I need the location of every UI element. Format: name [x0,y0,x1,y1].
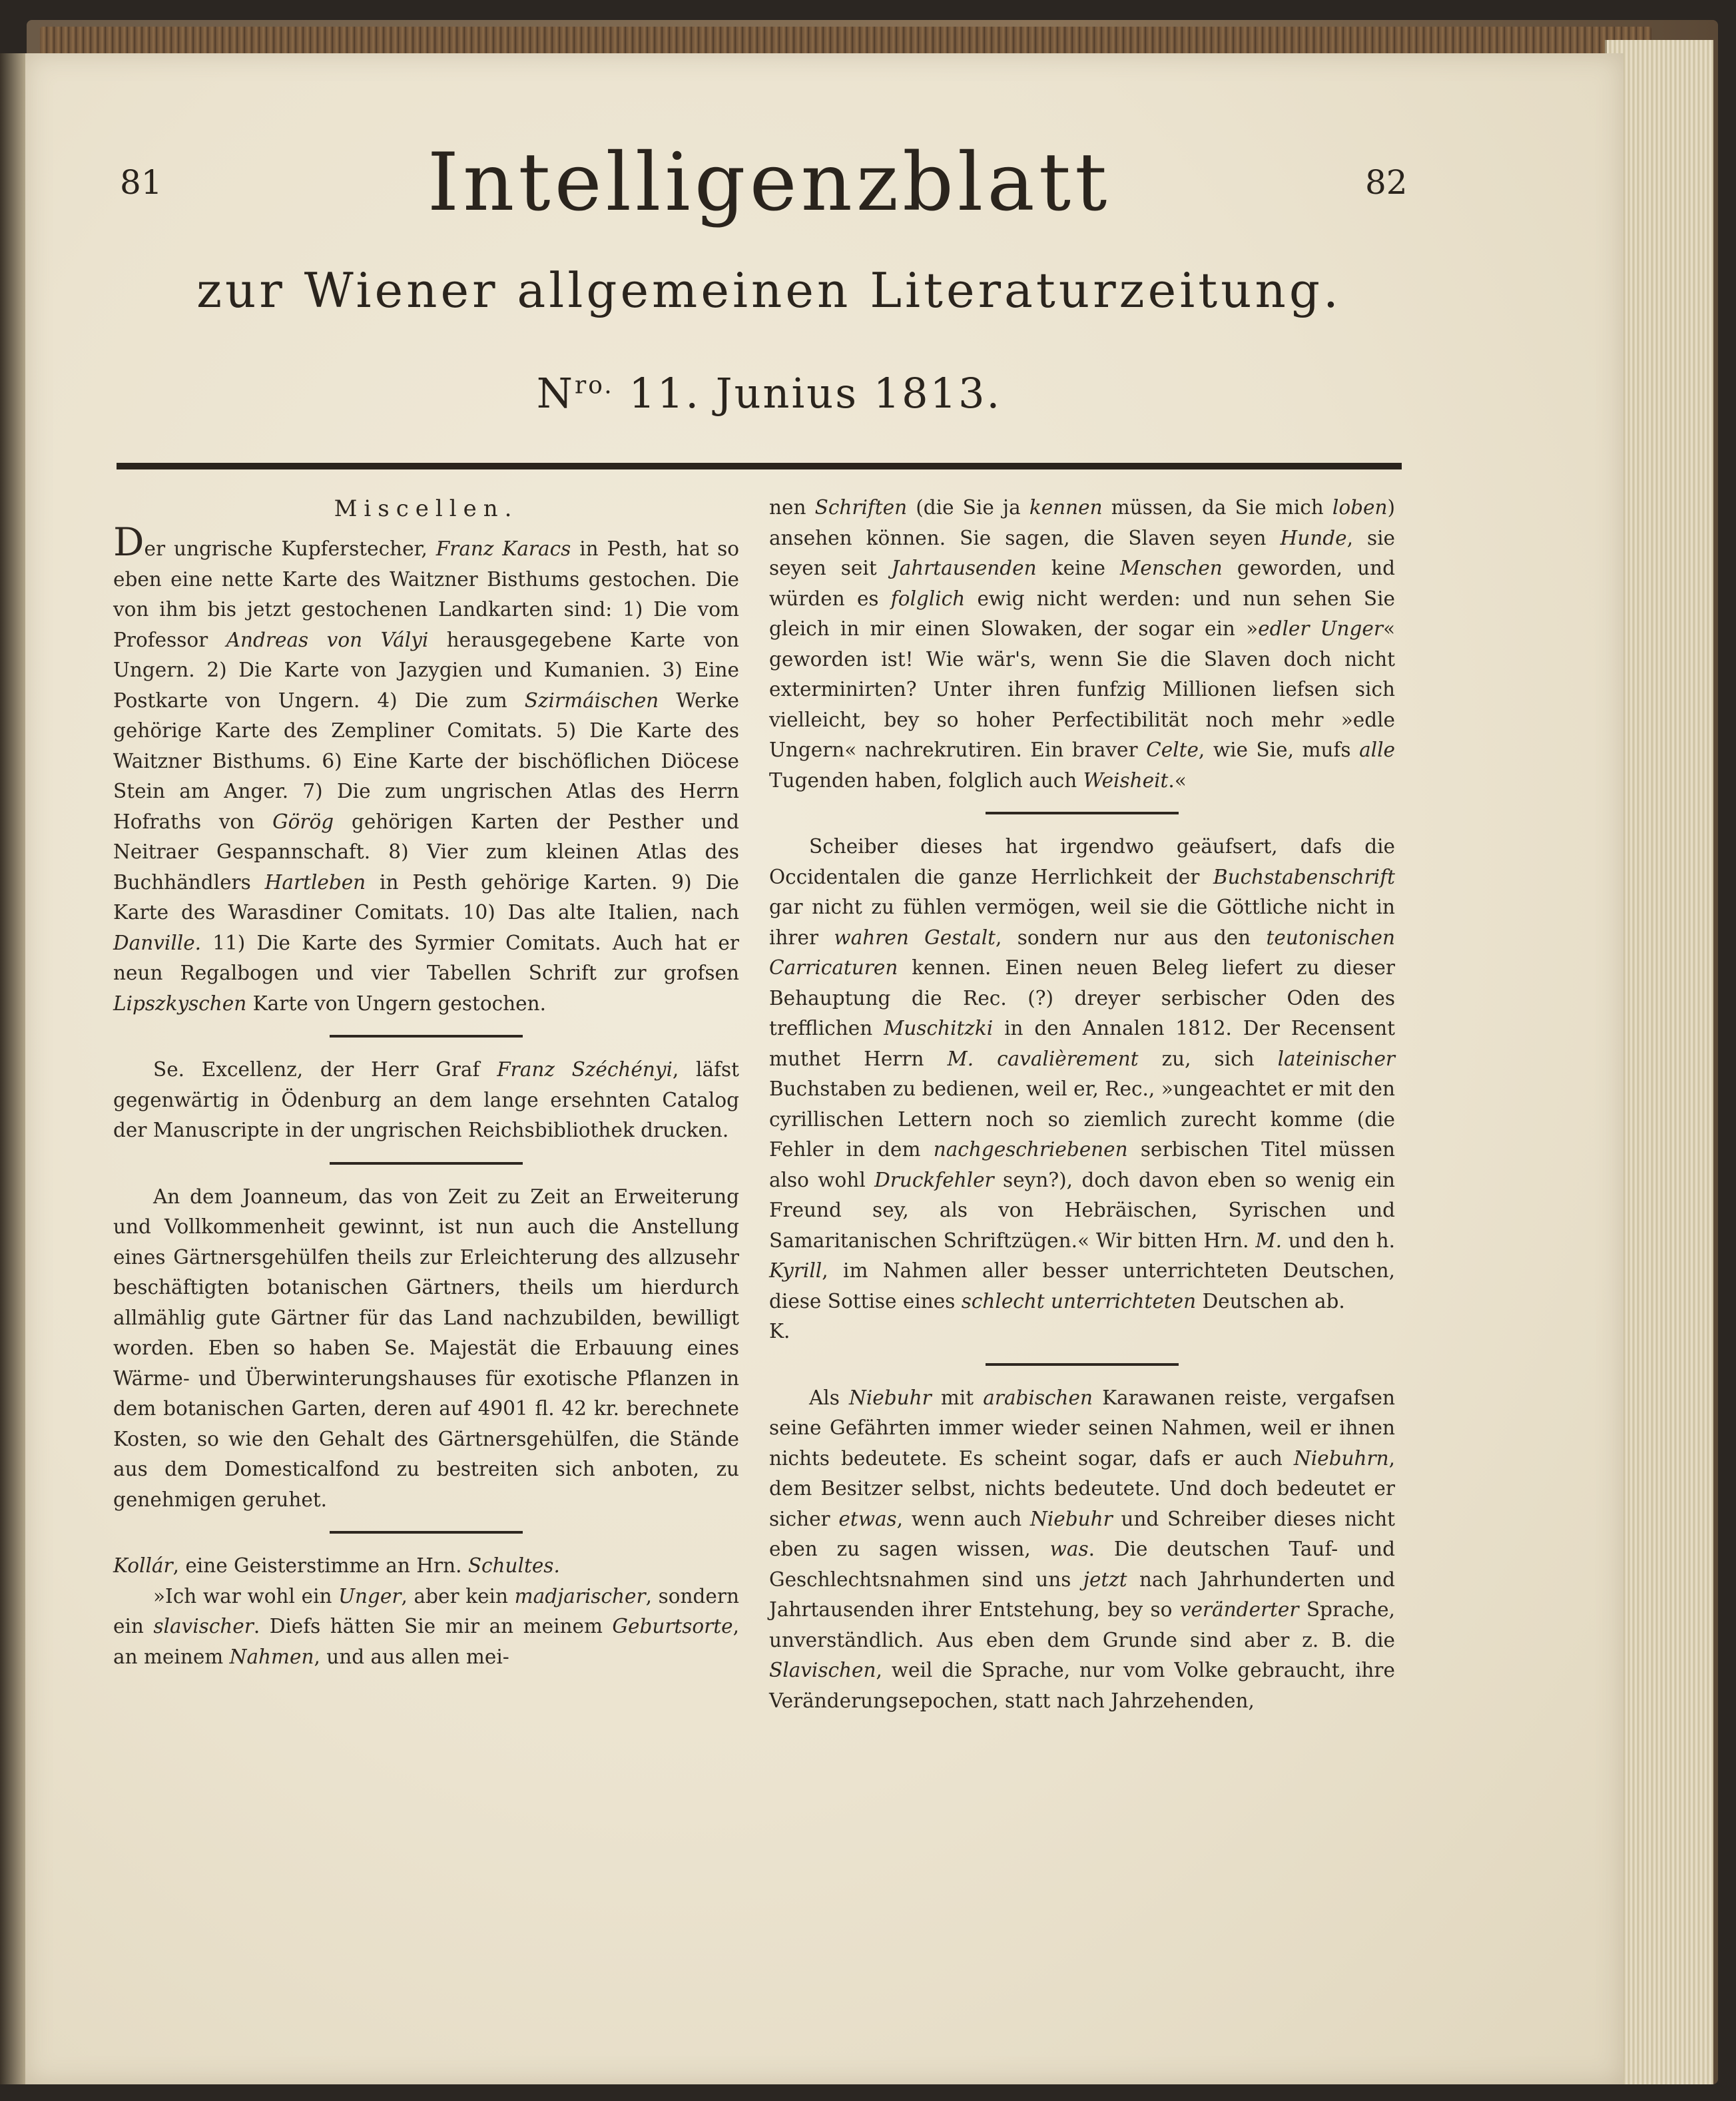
text: . Die deutschen Tauf- und Geschlechtsnahmen sind uns [769,1538,1396,1591]
separator-rule [986,1363,1179,1366]
text-italic: Kollár [113,1554,173,1577]
text-italic: Schriften [814,496,908,519]
text: herausgegebene Karte von Ungern. 2) Die Karte von Jazygien und Kumanien. 3) Eine Postkarte von Ungern. 4) Die zum [113,628,739,712]
masthead-subtitle: zur Wiener allgemeinen Literaturzeitung. [196,262,1342,318]
text: in Pesth gehörige Karten. 9) Die Karte des Warasdiner Comitats. 10) Das alte Italien, nach [113,870,739,924]
text: gehörigen Karten der Pesther und Neitraer Gespannschaft. 8) Vier zum kleinen Atlas des Buchhändlers [113,810,739,894]
text-italic: madjarischer [514,1584,646,1608]
text: , und aus allen mei- [314,1645,509,1668]
page-top-edge [40,27,1651,56]
text-italic: Unger [338,1584,402,1608]
text-italic: was [1049,1538,1089,1560]
text: zu, sich [1138,1047,1278,1070]
text-italic: M. [1255,1229,1282,1252]
text-italic: Geburtsorte [612,1615,733,1638]
text-italic: lateinischer [1277,1047,1396,1070]
text-italic: Niebuhr [849,1386,932,1409]
text: Als [809,1386,850,1409]
separator-rule [330,1162,523,1165]
text: Scheiber dieses hat irgendwo geäufsert, dafs die Occidentalen die ganze Herrlichkeit der [769,835,1395,888]
text: und den h. [1281,1229,1396,1252]
text-italic: Franz Széchényi [497,1058,673,1081]
section-heading: Miscellen. [334,495,519,522]
text: . Diefs hätten Sie mir an meinem [253,1615,613,1638]
text-italic: teutonischen Carricaturen [769,926,1395,979]
text: , aber kein [401,1584,515,1608]
issue-date: 11. Junius 1813. [613,369,1002,418]
masthead-title: Intelligenzblatt [427,137,1111,229]
text: , sondern nur aus den [996,926,1267,949]
text: in Pesth, hat so eben eine nette Karte des Waitzner Bisthums gestochen. Die von ihm bis jetzt gestochenen Landkarten sind: 1) Die vom Professor [113,537,739,651]
page-number-left: 81 [120,163,162,202]
text-italic: Hunde [1280,526,1347,549]
text-italic: Jahrtausenden [891,557,1037,579]
text: Se. Excellenz, der Herr Graf [153,1058,497,1081]
text: , an meinem [113,1615,739,1668]
text: , eine Geisterstimme an Hrn. [172,1554,468,1577]
text-italic: arabischen [983,1386,1093,1409]
text: « geworden ist! Wie wär's, wenn Sie die Slaven doch nicht exterminirten? Unter ihren funfzig Millionen liefsen sich vielleicht, bey so hoher Perfectibilität noch mehr »edle Ungern« nachrekrutiren. Ein braver [769,617,1395,761]
text: Werke gehörige Karte des Zempliner Comitats. 5) Die Karte des Waitzner Bisthums. 6) Eine Karte der bischöflichen Diöcese Stein am Anger. 7) Die zum ungrischen Atlas des Herrn Hofraths von [113,689,740,833]
article-kollar-heading [113,1551,739,1582]
separator-rule [330,1531,523,1534]
text-italic: Celte [1146,739,1199,761]
text: .« [1168,768,1187,792]
issue-prefix: N [536,369,575,418]
text-italic: Weisheit [1083,768,1169,792]
text-italic: Niebuhrn [1293,1446,1389,1470]
text: , dem Besitzer selbst, nichts bedeutete. Und doch bedeutet er sicher [769,1446,1395,1530]
article-niebuhr [769,1383,1395,1717]
signature: K. [769,1320,790,1343]
text: er ungrische Kupferstecher, [144,537,436,560]
article-karacs [113,519,740,1019]
right-column [769,493,1395,1716]
text-italic: Niebuhr [1030,1507,1113,1530]
text-italic: schlecht unterrichteten [961,1289,1197,1313]
text: müssen, da Sie mich [1102,496,1332,519]
text-italic: edler Unger [1258,617,1383,640]
text: und Schreiber dieses nicht eben zu sagen wissen, [769,1507,1395,1560]
article-kollar-body [113,1582,739,1673]
article-buchstabenschrift [769,832,1395,1317]
article-szechenyi [113,1055,739,1146]
text: nen [769,496,815,519]
text-italic: Kyrill [769,1259,822,1282]
text: »Ich war wohl ein [153,1584,339,1608]
article-kollar-continued [769,493,1395,796]
text-italic: Hartleben [264,870,366,894]
issue-line [120,369,1418,418]
text: kennen. Einen neuen Beleg liefert zu dieser Behauptung die Rec. (?) dreyer serbischer Oden des trefflichen [769,956,1395,1040]
issue-sup: ro. [575,372,614,400]
text: Sprache, unverständlich. Aus eben dem Grunde sind aber z. B. die [769,1598,1395,1651]
text-italic: nachgeschriebenen [933,1138,1128,1161]
text: Buchstaben zu bedienen, weil er, Rec., »ungeachtet er mit den cyrillischen Lettern noch so ziemlich zurecht komme (die Fehler in dem [769,1077,1395,1161]
text-italic: veränderter [1179,1598,1299,1621]
text-italic: Franz Karacs [435,537,571,560]
text: Karte von Ungern gestochen. [246,992,546,1015]
text: , im Nahmen aller besser unterrichteten Deutschen, diese Sottise eines [769,1259,1395,1313]
text: ewig nicht werden: und nun sehen Sie gleich in mir einen Slowaken, der sogar ein » [769,587,1395,640]
text: , wenn auch [896,1507,1031,1530]
text-italic: Szirmáischen [524,689,659,712]
text-italic: Andreas von Vályi [226,628,429,651]
text-italic: Druckfehler [874,1168,994,1191]
text: , läfst gegenwärtig in Ödenburg an dem lange ersehnten Catalog der Manuscripte in der ungrischen Reichsbibliothek drucken. [113,1058,739,1141]
text: Tugenden haben, folglich auch [769,768,1083,792]
text-italic: slavischer [153,1615,254,1638]
text: keine [1036,557,1121,579]
text-italic: jetzt [1083,1568,1127,1591]
drop-cap: D [113,519,145,565]
text-italic: Menschen [1120,557,1223,579]
separator-rule [986,812,1179,814]
text-italic: loben [1332,496,1388,519]
text: Karawanen reiste, vergafsen seine Gefährten immer wieder seinen Nahmen, weil er ihnen nichts bedeutete. Es scheint sogar, dafs er auch [769,1386,1395,1470]
text: (die Sie ja [907,496,1029,519]
masthead-rule [117,463,1402,469]
text: Deutschen ab. [1196,1289,1345,1313]
text: , weil die Sprache, nur vom Volke gebraucht, ihre Veränderungsepochen, statt nach Jahrzehenden, [769,1659,1395,1712]
text-italic: Muschitzki [884,1017,994,1040]
text: 11) Die Karte des Syrmier Comitats. Auch hat er neun Regalbogen und vier Tabellen Schrift zur grofsen [113,931,739,984]
text: in den Annalen 1812. Der Recensent muthet Herrn [769,1017,1395,1070]
article-joanneum: An dem Joanneum, das von Zeit zu Zeit an Erweiterung und Vollkommenheit gewinnt, ist nun auch die Anstellung eines Gärtnersgehülfen theils zur Erleichterung des allzusehr beschäftigten botanischen Gärtners, theils um hierdurch allmählig gute Gärtner für das Land nachzubilden, bewilligt worden. Eben so haben Se. Majestät die Erbauung eines Wärme- und Überwinterungshauses für exotische Pflanzen in dem botanischen Garten, deren auf 4901 fl. 42 kr. berechnete Kosten, so wie den Gehalt des Gärtnersgehülfen, die Stände aus dem Domesticalfond zu bestreiten sich anboten, zu genehmigen geruhet. [113,1185,739,1511]
text-italic: alle [1359,739,1395,761]
text-italic: etwas [838,1507,897,1530]
left-column [113,493,739,1672]
text: ) ansehen können. Sie sagen, die Slaven seyen [769,496,1395,549]
text-italic: M. cavalièrement [947,1047,1139,1070]
text: , sie seyen seit [769,526,1395,579]
text: serbischen Titel müssen also wohl [769,1138,1395,1191]
text-italic: Görög [272,810,334,833]
left-page-fold [0,53,27,2084]
text-italic: wahren Gestalt [834,926,996,949]
text: mit [931,1386,984,1409]
separator-rule [330,1035,523,1038]
text-italic: folglich [890,587,966,610]
text: , wie Sie, mufs [1198,739,1360,761]
text-italic: Schultes. [467,1554,560,1577]
text: gar nicht zu fühlen vermögen, weil sie die Göttliche nicht in ihrer [769,896,1395,949]
text-italic: kennen [1029,496,1103,519]
text-italic: Nahmen [229,1645,314,1668]
text-italic: Danville. [113,931,202,954]
text: nach Jahrhunderten und Jahrtausenden ihrer Entstehung, bey so [769,1568,1395,1621]
text: , sondern ein [113,1584,739,1638]
text: seyn?), doch davon eben so wenig ein Freund sey, als von Hebräischen, Syrischen und Samaritanischen Schriftzügen.« Wir bitten Hrn. [769,1168,1395,1252]
text-italic: Buchstabenschrift [1213,865,1395,888]
text-italic: Slavischen [769,1659,876,1681]
text-italic: Lipszkyschen [113,992,247,1015]
text: geworden, und würden es [769,557,1396,610]
page-number-right: 82 [1365,163,1408,202]
